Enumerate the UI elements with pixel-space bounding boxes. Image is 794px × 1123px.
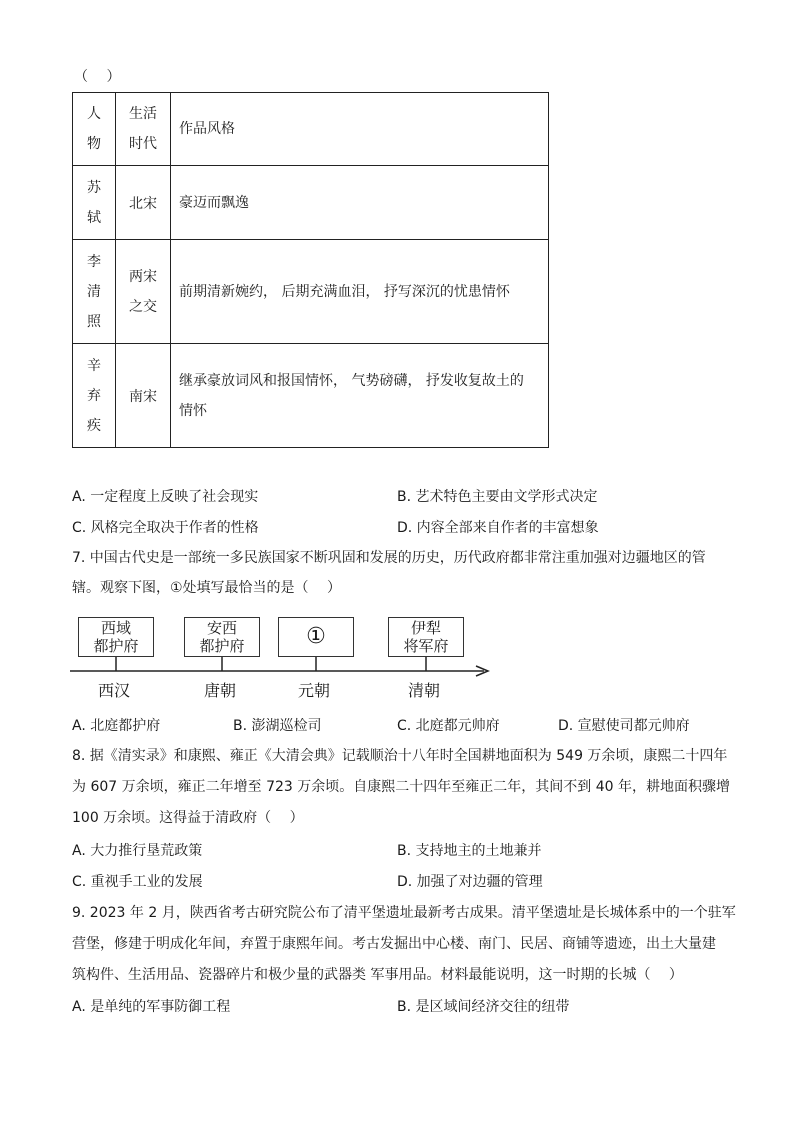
answer-paren: （ ） [74, 69, 121, 85]
header-era: 生活时代 [129, 106, 157, 152]
timeline-label: 唐朝 [204, 681, 237, 700]
question-8-line1: 8. 据《清实录》和康熙、雍正《大清会典》记载顺治十八年时全国耕地面积为 549 万余顷，康熙二十四年 [72, 748, 728, 764]
row-style-line1: 继承豪放词风和报国情怀， 气势磅礴， 抒发收复故土的 [179, 372, 524, 389]
row-name: 李清照 [87, 253, 101, 330]
option-a: A. 是单纯的军事防御工程 [72, 999, 231, 1015]
timeline-label: 元朝 [298, 681, 331, 700]
table-header-row [73, 93, 549, 166]
row-style-line2: 情怀 [179, 402, 207, 419]
question-9-line3: 筑构件、生活用品、瓷器碎片和极少量的武器类 军事用品。材料最能说明，这一时期的长城（ ） [72, 967, 683, 983]
box-text: 都护府 [93, 637, 139, 655]
question-9-line1: 9. 2023 年 2 月，陕西省考古研究院公布了清平堡遗址最新考古成果。清平堡遗址是长城体系中的一个驻军 [72, 905, 736, 921]
poets-table [72, 92, 549, 448]
option-d: D. 加强了对边疆的管理 [397, 874, 543, 890]
row-style [171, 344, 549, 448]
box-text: 伊犁 [410, 619, 441, 637]
row-name: 辛弃疾 [87, 357, 101, 434]
option-c: C. 北庭都元帅府 [397, 718, 500, 734]
table-row [73, 344, 549, 448]
box-text: 将军府 [403, 637, 449, 655]
table-row [73, 166, 549, 240]
header-style: 作品风格 [171, 93, 549, 166]
question-9-line2: 营堡，修建于明成化年间，弃置于康熙年间。考古发掘出中心楼、南门、民居、商铺等遗迹，出土大量建 [72, 936, 716, 952]
option-b: B. 艺术特色主要由文学形式决定 [397, 489, 598, 505]
question-8-line2: 为 607 万余顷，雍正二年增至 723 万余顷。自康熙二十四年至雍正二年，其间不到 40 年，耕地面积骤增 [72, 779, 730, 795]
row-style: 前期清新婉约， 后期充满血泪， 抒写深沉的忧患情怀 [171, 240, 549, 344]
option-c: C. 重视手工业的发展 [72, 874, 203, 890]
row-era: 南宋 [116, 344, 171, 448]
row-name: 苏轼 [87, 179, 101, 226]
option-b: B. 支持地主的土地兼并 [397, 843, 542, 859]
question-7-line1: 7. 中国古代史是一部统一多民族国家不断巩固和发展的历史，历代政府都非常注重加强对边疆地区的管 [72, 550, 706, 566]
header-name: 人物 [87, 106, 101, 152]
question-7-line2: 辖。观察下图，①处填写最恰当的是（ ） [72, 580, 341, 596]
timeline-box-blank [278, 617, 354, 657]
table-row [73, 240, 549, 344]
question-8-line3: 100 万余顷。这得益于清政府（ ） [72, 810, 304, 826]
row-era: 两宋之交 [129, 268, 157, 315]
box-text: 西域 [100, 619, 131, 637]
timeline-box-xiyu [78, 617, 154, 657]
box-text: 都护府 [199, 637, 245, 655]
row-style: 豪迈而飘逸 [171, 166, 549, 240]
timeline-label: 西汉 [98, 681, 131, 700]
option-d: D. 内容全部来自作者的丰富想象 [397, 520, 599, 536]
box-text: 安西 [206, 619, 237, 637]
row-era: 北宋 [116, 166, 171, 240]
option-d: D. 宣慰使司都元帅府 [558, 718, 690, 734]
box-text: ① [306, 624, 326, 649]
option-a: A. 北庭都护府 [72, 718, 161, 734]
timeline-label: 清朝 [408, 681, 441, 700]
option-b: B. 澎湖巡检司 [233, 718, 322, 734]
option-a: A. 一定程度上反映了社会现实 [72, 489, 259, 505]
option-c: C. 风格完全取决于作者的性格 [72, 520, 259, 536]
option-b: B. 是区域间经济交往的纽带 [397, 999, 570, 1015]
option-a: A. 大力推行垦荒政策 [72, 843, 203, 859]
timeline-box-anxi [184, 617, 260, 657]
timeline-box-yili [388, 617, 464, 657]
